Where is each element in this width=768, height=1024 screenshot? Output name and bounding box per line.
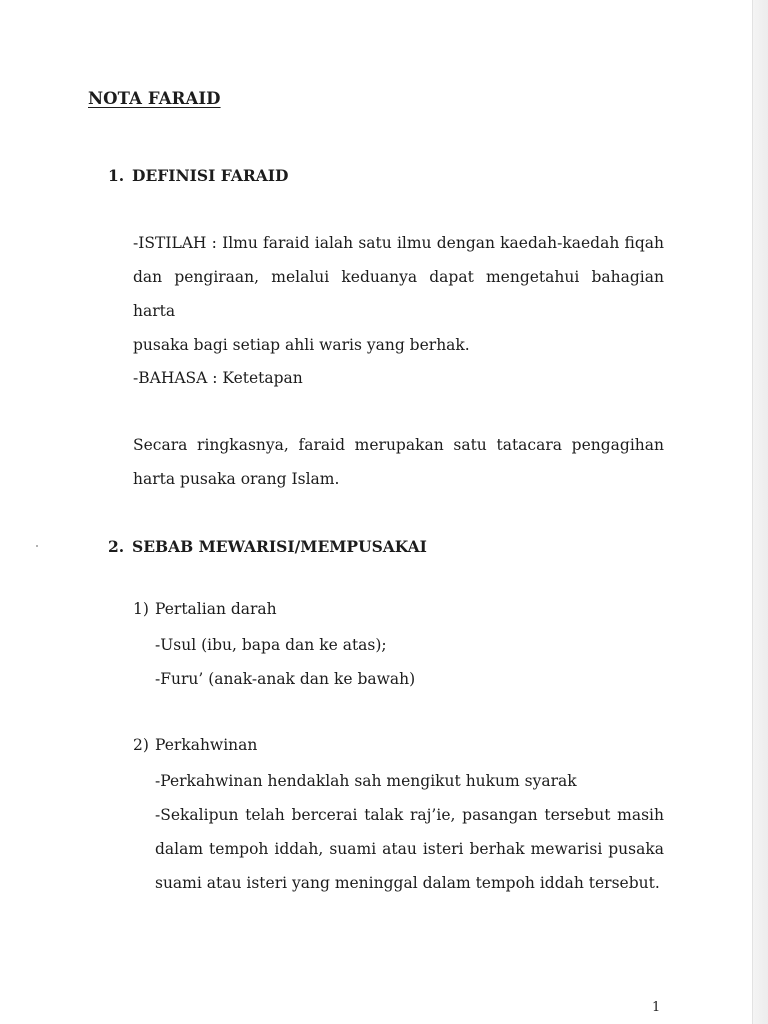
item-1-body <box>155 628 664 696</box>
item-2-line-4: suami atau isteri yang meninggal dalam tempoh iddah tersebut. <box>155 874 660 892</box>
page-number: 1 <box>652 1000 661 1015</box>
section-1-number: 1. <box>108 166 125 185</box>
summary-line-2: harta pusaka orang Islam. <box>133 470 340 488</box>
bahasa-line: -BAHASA : Ketetapan <box>133 369 303 387</box>
summary-line-1: Secara ringkasnya, faraid merupakan satu tatacara pengagihan <box>133 436 664 454</box>
item-2-heading <box>133 736 257 754</box>
page-edge-shadow <box>752 0 768 1024</box>
section-2-heading <box>108 537 427 556</box>
section-1-heading <box>108 166 289 185</box>
istilah-line-2: dan pengiraan, melalui keduanya dapat mengetahui bahagian harta <box>133 268 664 320</box>
section-2-title: SEBAB MEWARISI/MEMPUSAKAI <box>132 537 427 556</box>
summary-paragraph <box>133 428 664 496</box>
item-1-heading <box>133 600 277 618</box>
item-2-label: Perkahwinan <box>155 736 258 754</box>
item-2-line-3: dalam tempoh iddah, suami atau isteri berhak mewarisi pusaka <box>155 840 664 858</box>
item-2-line-2: -Sekalipun telah bercerai talak raj’ie, pasangan tersebut masih <box>155 806 664 824</box>
section-2-number: 2. <box>108 537 125 556</box>
item-1-line-2: -Furu’ (anak-anak dan ke bawah) <box>155 670 416 688</box>
istilah-line-3: pusaka bagi setiap ahli waris yang berhak. <box>133 336 470 354</box>
section-1-title: DEFINISI FARAID <box>132 166 289 185</box>
item-2-number: 2) <box>133 736 149 754</box>
item-1-line-1: -Usul (ibu, bapa dan ke atas); <box>155 636 387 654</box>
item-1-label: Pertalian darah <box>155 600 277 618</box>
document-title: NOTA FARAID <box>88 89 221 108</box>
istilah-paragraph <box>133 226 664 362</box>
scan-speck <box>36 545 38 547</box>
item-2-line-1: -Perkahwinan hendaklah sah mengikut hukum syarak <box>155 772 577 790</box>
item-1-number: 1) <box>133 600 149 618</box>
istilah-line-1: -ISTILAH : Ilmu faraid ialah satu ilmu dengan kaedah-kaedah fiqah <box>133 234 664 252</box>
item-2-body <box>155 764 664 900</box>
bahasa-paragraph <box>133 361 664 395</box>
